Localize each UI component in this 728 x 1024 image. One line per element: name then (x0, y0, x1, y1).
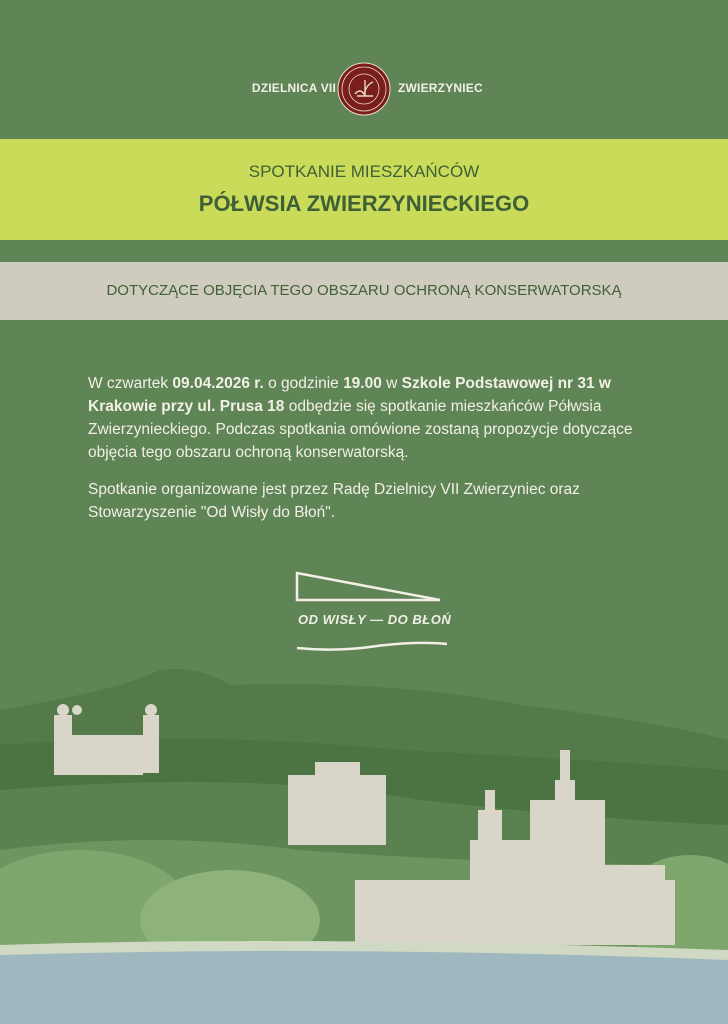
announcement-body (88, 372, 648, 538)
header (0, 62, 728, 116)
text: odbędzie się spotkanie mieszkańców Półwsia Zwierzynieckiego. Podczas spotkania omówione zostaną propozycje dotyczące objęcia tego obszaru ochroną konserwatorską. (88, 398, 633, 461)
topic-band (0, 262, 728, 320)
district-seal-icon (337, 62, 391, 116)
paragraph-details (88, 372, 648, 464)
logo-text: OD WISŁY — DO BŁOŃ (298, 612, 452, 627)
district-label: DZIELNICA VII (251, 81, 336, 95)
title-banner (0, 139, 728, 240)
date: 09.04.2026 r. (172, 375, 264, 392)
location: Szkole Podstawowej nr 31 w Krakowie przy ul. Prusa 18 (88, 375, 611, 415)
text: o godzinie (263, 375, 344, 392)
krakow-landscape-illustration (0, 650, 728, 1024)
time: 19.00 (343, 375, 382, 392)
paragraph-organizers: Spotkanie organizowane jest przez Radę Dzielnicy VII Zwierzyniec oraz Stowarzyszenie "Od Wisły do Błoń". (88, 481, 580, 521)
banner-subtitle: SPOTKANIE MIESZKAŃCÓW (248, 162, 480, 181)
text: w (381, 375, 402, 392)
association-logo (292, 570, 452, 655)
text: W czwartek (88, 375, 173, 392)
topic-text: DOTYCZĄCE OBJĘCIA TEGO OBSZARU OCHRONĄ KONSERWATORSKĄ (106, 282, 622, 299)
river (0, 951, 728, 1024)
district-name: ZWIERZYNIEC (398, 81, 483, 95)
banner-title: PÓŁWSIA ZWIERZYNIECKIEGO (198, 191, 530, 216)
